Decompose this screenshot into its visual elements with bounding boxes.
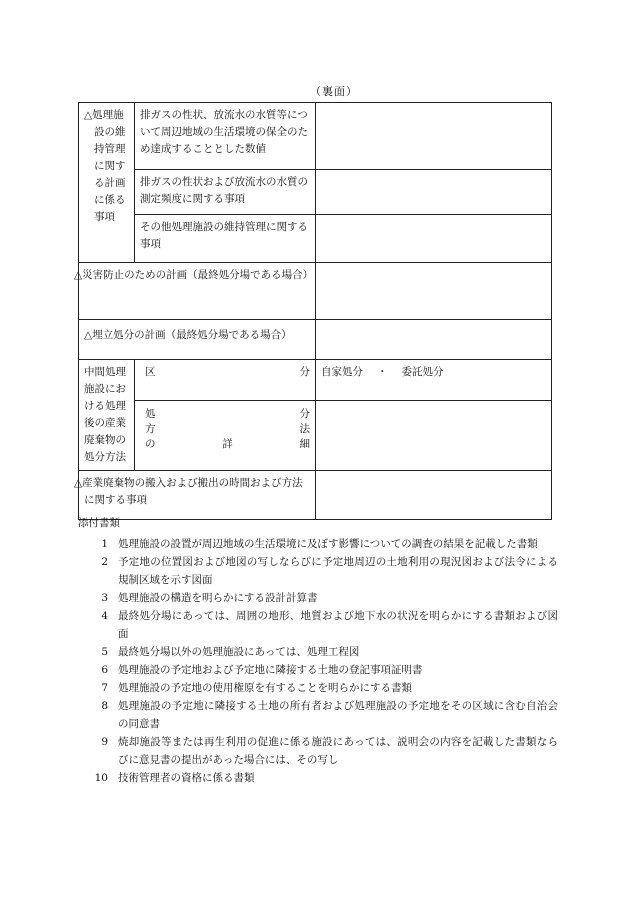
- attachment-item: [78, 643, 558, 661]
- maintenance-category-cell: [79, 103, 135, 263]
- attachment-text: 焼却施設等または再生利用の促進に係る施設にあっては、説明会の内容を記載した書類ならびに意見書の提出があった場合には、その写し: [118, 736, 558, 766]
- self-disposal-option[interactable]: 自家処分: [321, 366, 363, 378]
- disaster-plan-value[interactable]: [316, 263, 552, 320]
- attachment-number: 6: [101, 664, 108, 676]
- attachment-number: 8: [101, 700, 108, 712]
- attachment-item: [78, 553, 558, 589]
- attachment-item: [78, 769, 558, 787]
- consigned-disposal-option[interactable]: 委託処分: [401, 366, 444, 378]
- attachment-number: 7: [101, 682, 108, 694]
- attachment-item: [78, 589, 558, 607]
- table-row: [79, 215, 552, 263]
- attachment-text: 処理施設の予定地の使用権原を有することを明らかにする書類: [118, 682, 412, 694]
- carry-time-label: △産業廃棄物の搬入および搬出の時間および方法に関する事項: [79, 471, 316, 520]
- attachment-text: 予定地の位置図および地図の写しならびに予定地周辺の土地利用の現況図および法令による規制区域を示す図面: [118, 556, 558, 586]
- table-row: [79, 263, 552, 320]
- emission-target-label: 排ガスの性状、放流水の水質等について周辺地域の生活環境の保全のため達成することとした数値: [135, 103, 316, 170]
- category-line: 設の維: [94, 126, 126, 138]
- kubun-label-cell: [135, 360, 316, 401]
- attachment-text: 処理施設の予定地および予定地に隣接する土地の登記事項証明書: [118, 664, 423, 676]
- disposal-detail-value[interactable]: [316, 400, 552, 470]
- kubun-label-char: 区: [145, 366, 156, 378]
- attachment-number: 2: [101, 556, 108, 568]
- carry-time-value[interactable]: [316, 471, 552, 520]
- detail-label-char: 細: [299, 437, 310, 450]
- attachment-text: 処理施設の設置が周辺地域の生活環境に及ぼす影響についての調査の結果を記載した書類: [118, 538, 538, 550]
- other-maintenance-label: その他処理施設の維持管理に関する事項: [135, 215, 316, 263]
- attachment-text: 処理施設の予定地に隣接する土地の所有者および処理施設の予定地をその区域に含む自治会の同意書: [118, 700, 558, 730]
- detail-label-char: 詳: [222, 437, 233, 450]
- detail-label-char: 方: [145, 422, 156, 435]
- category-line: 持管理: [94, 143, 126, 155]
- category-line: 事項: [94, 211, 115, 223]
- attachment-number: 4: [101, 610, 108, 622]
- attachment-item: [78, 733, 558, 769]
- attachment-number: 9: [101, 736, 108, 748]
- table-row: [79, 103, 552, 170]
- category-line: △処理施: [84, 109, 124, 121]
- option-separator: ・: [377, 366, 388, 378]
- detail-label-char: 法: [299, 422, 310, 435]
- attachments-title: 添付書類: [78, 517, 120, 529]
- attachment-number: 5: [101, 646, 108, 658]
- disaster-plan-label: △災害防止のための計画（最終処分場である場合）: [79, 263, 316, 320]
- table-row: [79, 400, 552, 470]
- emission-target-value[interactable]: [316, 103, 552, 170]
- detail-label-char: 分: [299, 407, 310, 420]
- application-form-table: [74, 102, 552, 520]
- attachment-number: 1: [101, 538, 108, 550]
- page-header: [0, 83, 630, 99]
- table-row: [79, 170, 552, 215]
- disposal-method-label: 中間処理施設における処理後の産業廃棄物の処分方法: [79, 360, 135, 471]
- kubun-label-char: 分: [299, 366, 310, 378]
- detail-label-char: の: [145, 437, 156, 450]
- attachment-item: [78, 697, 558, 733]
- category-line: に係る: [94, 194, 126, 206]
- attachment-text: 処理施設の構造を明らかにする設計計算書: [118, 592, 318, 604]
- table-row: [79, 471, 552, 520]
- disposal-choice-cell: [316, 360, 552, 401]
- detail-label-char: [200, 407, 255, 422]
- landfill-plan-label: △埋立処分の計画（最終処分場である場合）: [79, 320, 316, 360]
- category-line: に関す: [94, 160, 126, 172]
- attachment-text: 最終処分場以外の処理施設にあっては、処理工程図: [118, 646, 360, 658]
- attachment-number: 3: [101, 592, 108, 604]
- attachment-text: 技術管理者の資格に係る書類: [118, 772, 255, 784]
- table-row: [79, 320, 552, 360]
- landfill-plan-value[interactable]: [316, 320, 552, 360]
- page-title: （裏面）: [310, 85, 358, 98]
- category-line: る計画: [94, 177, 126, 189]
- attachment-text: 最終処分場にあっては、周囲の地形、地質および地下水の状況を明らかにする書類および図面: [118, 610, 558, 640]
- attachment-number: 10: [94, 772, 108, 784]
- measurement-frequency-label: 排ガスの性状および放流水の水質の測定頻度に関する事項: [135, 170, 316, 215]
- measurement-frequency-value[interactable]: [316, 170, 552, 215]
- detail-label-char: 処: [145, 407, 156, 420]
- attachments-section: [78, 514, 558, 787]
- other-maintenance-value[interactable]: [316, 215, 552, 263]
- attachment-item: [78, 679, 558, 697]
- attachment-item: [78, 535, 558, 553]
- attachment-item: [78, 607, 558, 643]
- attachments-list: [78, 535, 558, 787]
- disposal-detail-label-cell: [135, 400, 316, 470]
- table-row: [79, 360, 552, 401]
- attachment-item: [78, 661, 558, 679]
- detail-label-char: [200, 422, 255, 437]
